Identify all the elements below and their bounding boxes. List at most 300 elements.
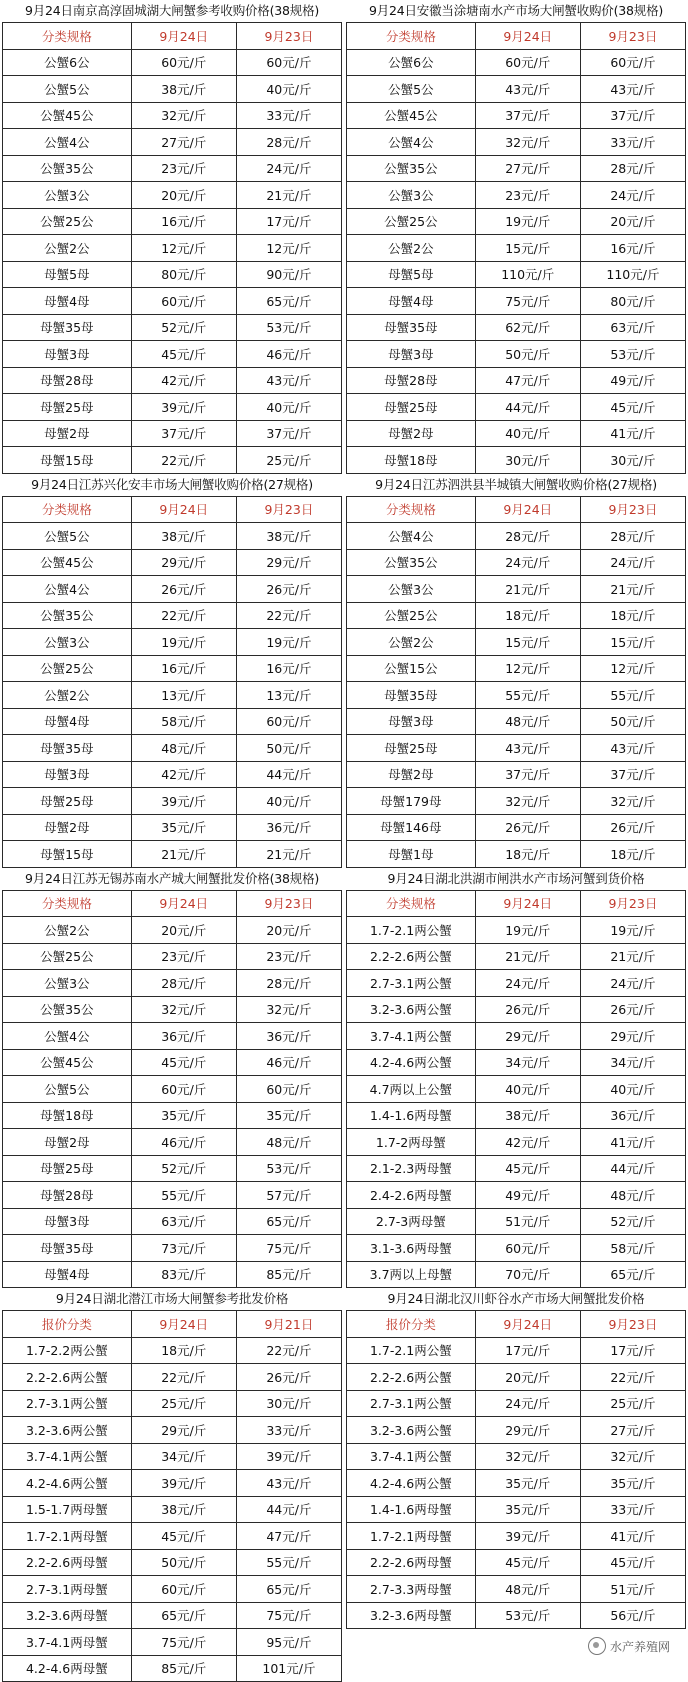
table-row	[3, 1235, 342, 1262]
table-row	[3, 1155, 342, 1182]
price-cell: 40元/斤	[580, 1076, 685, 1103]
spec-cell: 公蟹4公	[3, 1023, 132, 1050]
table-title: 9月24日江苏无锡苏南水产城大闸蟹批发价格(38规格)	[24, 870, 320, 886]
price-cell: 39元/斤	[131, 788, 236, 815]
spec-cell: 母蟹3母	[347, 708, 476, 735]
spec-cell: 公蟹2公	[347, 235, 476, 262]
price-cell: 19元/斤	[475, 208, 580, 235]
table-row	[347, 49, 686, 76]
spec-cell: 3.2-3.6两母蟹	[347, 1602, 476, 1629]
spec-cell: 3.7-4.1两公蟹	[347, 1023, 476, 1050]
price-cell: 48元/斤	[475, 708, 580, 735]
column-header: 9月23日	[580, 1311, 685, 1338]
price-table	[346, 890, 686, 1289]
spec-cell: 4.7两以上公蟹	[347, 1076, 476, 1103]
spec-cell: 公蟹45公	[347, 102, 476, 129]
price-cell: 40元/斤	[236, 394, 341, 421]
spec-cell: 公蟹25公	[3, 208, 132, 235]
price-cell: 40元/斤	[236, 788, 341, 815]
price-cell: 60元/斤	[131, 1576, 236, 1603]
price-cell: 43元/斤	[475, 735, 580, 762]
spec-cell: 公蟹25公	[3, 655, 132, 682]
table-row	[3, 102, 342, 129]
spec-cell: 2.7-3.1两公蟹	[347, 970, 476, 997]
price-cell: 19元/斤	[580, 917, 685, 944]
table-header-row	[347, 23, 686, 50]
price-cell: 28元/斤	[580, 155, 685, 182]
table-row	[347, 1523, 686, 1550]
table-row	[3, 1364, 342, 1391]
price-cell: 35元/斤	[131, 1102, 236, 1129]
price-cell: 65元/斤	[236, 288, 341, 315]
table-row	[347, 1390, 686, 1417]
price-cell: 18元/斤	[580, 841, 685, 868]
column-header: 9月23日	[580, 496, 685, 523]
price-cell: 35元/斤	[131, 814, 236, 841]
table-row	[347, 523, 686, 550]
price-cell: 44元/斤	[580, 1155, 685, 1182]
table-header-row	[347, 890, 686, 917]
spec-cell: 公蟹3公	[3, 629, 132, 656]
price-cell: 24元/斤	[580, 970, 685, 997]
spec-cell: 2.2-2.6两公蟹	[347, 943, 476, 970]
price-cell: 53元/斤	[236, 314, 341, 341]
price-cell: 42元/斤	[475, 1129, 580, 1156]
price-cell: 83元/斤	[131, 1261, 236, 1288]
price-cell: 56元/斤	[580, 1602, 685, 1629]
price-cell: 52元/斤	[131, 314, 236, 341]
spec-cell: 3.1-3.6两母蟹	[347, 1235, 476, 1262]
table-row	[3, 447, 342, 474]
spec-cell: 1.7-2两母蟹	[347, 1129, 476, 1156]
price-cell: 57元/斤	[236, 1182, 341, 1209]
table-row	[347, 1443, 686, 1470]
spec-cell: 公蟹5公	[347, 76, 476, 103]
price-cell: 46元/斤	[131, 1129, 236, 1156]
price-cell: 43元/斤	[580, 76, 685, 103]
column-header: 9月23日	[236, 496, 341, 523]
price-cell: 26元/斤	[475, 814, 580, 841]
table-title: 9月24日安徽当涂塘南水产市场大闸蟹收购价(38规格)	[368, 3, 664, 18]
table-row	[347, 917, 686, 944]
table-row	[347, 761, 686, 788]
price-cell: 35元/斤	[475, 1496, 580, 1523]
spec-cell: 母蟹146母	[347, 814, 476, 841]
price-cell: 18元/斤	[475, 841, 580, 868]
price-table-block	[346, 1288, 686, 1629]
table-row	[347, 208, 686, 235]
price-cell: 45元/斤	[131, 1523, 236, 1550]
column-header: 9月23日	[580, 890, 685, 917]
table-row	[3, 182, 342, 209]
price-cell: 62元/斤	[475, 314, 580, 341]
price-cell: 48元/斤	[131, 735, 236, 762]
spec-cell: 公蟹2公	[3, 682, 132, 709]
price-cell: 19元/斤	[236, 629, 341, 656]
price-cell: 17元/斤	[475, 1337, 580, 1364]
price-cell: 29元/斤	[475, 1023, 580, 1050]
table-row	[347, 1155, 686, 1182]
wechat-icon	[588, 1637, 606, 1655]
spec-cell: 1.7-2.1两公蟹	[347, 917, 476, 944]
price-cell: 55元/斤	[580, 682, 685, 709]
price-cell: 52元/斤	[131, 1155, 236, 1182]
spec-cell: 2.2-2.6两公蟹	[3, 1364, 132, 1391]
price-cell: 41元/斤	[580, 1523, 685, 1550]
price-table-block	[2, 474, 342, 868]
table-row	[347, 1129, 686, 1156]
spec-cell: 母蟹35母	[3, 314, 132, 341]
price-cell: 22元/斤	[131, 602, 236, 629]
price-table	[346, 496, 686, 868]
price-cell: 26元/斤	[236, 1364, 341, 1391]
table-row	[3, 655, 342, 682]
price-cell: 37元/斤	[475, 102, 580, 129]
price-cell: 18元/斤	[475, 602, 580, 629]
table-row	[3, 420, 342, 447]
spec-cell: 母蟹2母	[347, 761, 476, 788]
table-row	[3, 602, 342, 629]
spec-cell: 3.2-3.6两公蟹	[3, 1417, 132, 1444]
column-header: 9月24日	[475, 1311, 580, 1338]
price-cell: 48元/斤	[580, 1182, 685, 1209]
price-cell: 48元/斤	[475, 1576, 580, 1603]
price-cell: 44元/斤	[236, 1496, 341, 1523]
price-cell: 60元/斤	[131, 288, 236, 315]
price-table-block	[346, 474, 686, 868]
spec-cell: 母蟹1母	[347, 841, 476, 868]
table-row	[347, 629, 686, 656]
spec-cell: 公蟹4公	[3, 576, 132, 603]
price-cell: 32元/斤	[131, 996, 236, 1023]
price-cell: 65元/斤	[131, 1602, 236, 1629]
table-title: 9月24日湖北洪湖市闸洪水产市场河蟹到货价格	[387, 870, 645, 886]
price-cell: 34元/斤	[131, 1443, 236, 1470]
price-cell: 26元/斤	[580, 814, 685, 841]
table-row	[347, 1549, 686, 1576]
watermark	[588, 1637, 670, 1655]
spec-cell: 公蟹45公	[3, 1049, 132, 1076]
price-cell: 17元/斤	[236, 208, 341, 235]
price-cell: 37元/斤	[236, 420, 341, 447]
price-cell: 36元/斤	[131, 1023, 236, 1050]
table-row	[3, 1523, 342, 1550]
spec-cell: 公蟹35公	[3, 155, 132, 182]
price-table	[346, 1310, 686, 1629]
price-cell: 75元/斤	[236, 1602, 341, 1629]
spec-cell: 2.4-2.6两母蟹	[347, 1182, 476, 1209]
spec-cell: 4.2-4.6两公蟹	[347, 1049, 476, 1076]
price-table	[2, 22, 342, 474]
table-title: 9月24日湖北潜江市场大闸蟹参考批发价格	[55, 1291, 289, 1306]
price-cell: 26元/斤	[580, 996, 685, 1023]
table-header-row	[3, 1311, 342, 1338]
price-cell: 60元/斤	[475, 1235, 580, 1262]
spec-cell: 公蟹2公	[347, 629, 476, 656]
spec-cell: 母蟹25母	[3, 1155, 132, 1182]
price-cell: 26元/斤	[236, 576, 341, 603]
table-row	[3, 682, 342, 709]
price-cell: 60元/斤	[236, 708, 341, 735]
watermark-text: 水产养殖网	[609, 1639, 670, 1654]
right-column	[346, 0, 686, 1629]
price-cell: 33元/斤	[580, 129, 685, 156]
table-row	[347, 576, 686, 603]
column-header: 9月24日	[131, 1311, 236, 1338]
price-cell: 53元/斤	[580, 341, 685, 368]
table-row	[3, 1102, 342, 1129]
table-row	[3, 1076, 342, 1103]
table-row	[3, 1417, 342, 1444]
price-cell: 24元/斤	[475, 970, 580, 997]
spec-cell: 母蟹25母	[3, 788, 132, 815]
price-cell: 110元/斤	[475, 261, 580, 288]
table-row	[3, 970, 342, 997]
table-title: 9月24日南京高淳固城湖大闸蟹参考收购价格(38规格)	[24, 3, 320, 18]
price-cell: 36元/斤	[236, 814, 341, 841]
table-row	[3, 549, 342, 576]
spec-cell: 公蟹3公	[347, 576, 476, 603]
table-row	[347, 970, 686, 997]
price-cell: 41元/斤	[580, 1129, 685, 1156]
spec-cell: 母蟹2母	[3, 814, 132, 841]
price-cell: 24元/斤	[236, 155, 341, 182]
column-header: 9月24日	[475, 496, 580, 523]
table-row	[347, 1417, 686, 1444]
price-cell: 19元/斤	[131, 629, 236, 656]
spec-cell: 公蟹35公	[3, 602, 132, 629]
price-cell: 45元/斤	[580, 1549, 685, 1576]
table-row	[3, 1182, 342, 1209]
price-cell: 55元/斤	[236, 1549, 341, 1576]
price-table-block	[346, 0, 686, 474]
spec-cell: 母蟹5母	[3, 261, 132, 288]
table-row	[347, 1182, 686, 1209]
price-cell: 55元/斤	[475, 682, 580, 709]
column-header: 9月24日	[131, 23, 236, 50]
price-cell: 39元/斤	[131, 394, 236, 421]
price-cell: 34元/斤	[580, 1049, 685, 1076]
price-cell: 51元/斤	[475, 1208, 580, 1235]
spec-cell: 母蟹28母	[3, 367, 132, 394]
price-cell: 38元/斤	[131, 523, 236, 550]
table-row	[3, 129, 342, 156]
table-row	[3, 1549, 342, 1576]
spec-cell: 2.7-3.1两公蟹	[347, 1390, 476, 1417]
price-cell: 37元/斤	[580, 102, 685, 129]
price-cell: 16元/斤	[131, 208, 236, 235]
price-cell: 42元/斤	[131, 761, 236, 788]
column-header: 分类规格	[347, 890, 476, 917]
price-cell: 22元/斤	[131, 447, 236, 474]
price-cell: 40元/斤	[475, 420, 580, 447]
spec-cell: 1.7-2.2两公蟹	[3, 1337, 132, 1364]
price-cell: 33元/斤	[236, 1417, 341, 1444]
price-cell: 28元/斤	[131, 970, 236, 997]
price-cell: 21元/斤	[475, 943, 580, 970]
price-cell: 39元/斤	[131, 1470, 236, 1497]
price-cell: 50元/斤	[475, 341, 580, 368]
table-row	[3, 76, 342, 103]
spec-cell: 公蟹2公	[3, 917, 132, 944]
price-cell: 26元/斤	[131, 576, 236, 603]
spec-cell: 4.2-4.6两母蟹	[3, 1655, 132, 1682]
price-cell: 29元/斤	[131, 549, 236, 576]
price-cell: 80元/斤	[131, 261, 236, 288]
price-cell: 21元/斤	[236, 841, 341, 868]
price-cell: 50元/斤	[580, 708, 685, 735]
spec-cell: 母蟹28母	[347, 367, 476, 394]
table-row	[3, 261, 342, 288]
table-row	[347, 602, 686, 629]
spec-cell: 公蟹35公	[347, 155, 476, 182]
table-row	[3, 943, 342, 970]
price-cell: 20元/斤	[131, 917, 236, 944]
price-cell: 41元/斤	[580, 420, 685, 447]
spec-cell: 公蟹5公	[3, 1076, 132, 1103]
spec-cell: 1.7-2.1两母蟹	[347, 1523, 476, 1550]
table-row	[347, 1102, 686, 1129]
spec-cell: 2.2-2.6两公蟹	[347, 1364, 476, 1391]
price-cell: 60元/斤	[475, 49, 580, 76]
table-row	[347, 420, 686, 447]
price-cell: 29元/斤	[236, 549, 341, 576]
price-cell: 43元/斤	[475, 76, 580, 103]
price-cell: 15元/斤	[475, 235, 580, 262]
price-cell: 53元/斤	[236, 1155, 341, 1182]
price-cell: 73元/斤	[131, 1235, 236, 1262]
price-cell: 22元/斤	[580, 1364, 685, 1391]
price-cell: 24元/斤	[580, 182, 685, 209]
table-row	[347, 182, 686, 209]
price-cell: 45元/斤	[475, 1549, 580, 1576]
table-row	[347, 1049, 686, 1076]
table-row	[347, 341, 686, 368]
spec-cell: 母蟹179母	[347, 788, 476, 815]
table-row	[3, 917, 342, 944]
price-cell: 24元/斤	[580, 549, 685, 576]
table-row	[3, 523, 342, 550]
table-row	[347, 1337, 686, 1364]
table-row	[3, 1443, 342, 1470]
price-cell: 13元/斤	[236, 682, 341, 709]
column-header: 分类规格	[347, 496, 476, 523]
column-header: 9月24日	[131, 496, 236, 523]
price-cell: 58元/斤	[131, 708, 236, 735]
spec-cell: 公蟹15公	[347, 655, 476, 682]
table-row	[347, 1470, 686, 1497]
price-cell: 63元/斤	[580, 314, 685, 341]
price-cell: 27元/斤	[475, 155, 580, 182]
price-cell: 32元/斤	[131, 102, 236, 129]
table-row	[347, 1364, 686, 1391]
price-cell: 75元/斤	[236, 1235, 341, 1262]
price-cell: 36元/斤	[580, 1102, 685, 1129]
price-cell: 47元/斤	[475, 367, 580, 394]
price-cell: 75元/斤	[131, 1629, 236, 1656]
spec-cell: 母蟹4母	[3, 708, 132, 735]
table-row	[347, 655, 686, 682]
price-cell: 35元/斤	[475, 1470, 580, 1497]
price-cell: 65元/斤	[236, 1208, 341, 1235]
price-cell: 28元/斤	[236, 129, 341, 156]
spec-cell: 母蟹3母	[3, 341, 132, 368]
spec-cell: 母蟹35母	[347, 314, 476, 341]
price-cell: 12元/斤	[580, 655, 685, 682]
table-row	[347, 76, 686, 103]
table-row	[3, 1049, 342, 1076]
table-row	[347, 235, 686, 262]
price-cell: 15元/斤	[580, 629, 685, 656]
table-row	[347, 735, 686, 762]
price-cell: 49元/斤	[580, 367, 685, 394]
table-row	[347, 367, 686, 394]
column-header: 分类规格	[3, 496, 132, 523]
price-cell: 21元/斤	[131, 841, 236, 868]
price-cell: 36元/斤	[236, 1023, 341, 1050]
spec-cell: 母蟹3母	[3, 761, 132, 788]
spec-cell: 公蟹5公	[3, 523, 132, 550]
price-table-block	[2, 0, 342, 474]
table-row	[347, 841, 686, 868]
price-cell: 22元/斤	[236, 1337, 341, 1364]
table-header-row	[3, 890, 342, 917]
spec-cell: 公蟹35公	[3, 996, 132, 1023]
price-cell: 17元/斤	[580, 1337, 685, 1364]
table-row	[347, 261, 686, 288]
price-cell: 70元/斤	[475, 1261, 580, 1288]
table-row	[347, 814, 686, 841]
price-cell: 80元/斤	[580, 288, 685, 315]
table-row	[3, 996, 342, 1023]
table-row	[3, 155, 342, 182]
column-header: 9月23日	[580, 23, 685, 50]
table-row	[3, 208, 342, 235]
price-cell: 34元/斤	[475, 1049, 580, 1076]
table-row	[347, 682, 686, 709]
spec-cell: 公蟹25公	[347, 208, 476, 235]
spec-cell: 1.7-2.1两公蟹	[347, 1337, 476, 1364]
table-row	[347, 1576, 686, 1603]
price-cell: 23元/斤	[236, 943, 341, 970]
spec-cell: 母蟹2母	[347, 420, 476, 447]
column-header: 分类规格	[3, 890, 132, 917]
table-row	[3, 1390, 342, 1417]
table-row	[3, 1208, 342, 1235]
price-table	[2, 1310, 342, 1682]
price-cell: 43元/斤	[236, 1470, 341, 1497]
price-cell: 55元/斤	[131, 1182, 236, 1209]
table-row	[3, 1129, 342, 1156]
price-cell: 40元/斤	[236, 76, 341, 103]
table-row	[3, 841, 342, 868]
price-cell: 37元/斤	[475, 761, 580, 788]
price-cell: 21元/斤	[236, 182, 341, 209]
spec-cell: 母蟹4母	[347, 288, 476, 315]
price-cell: 35元/斤	[580, 1470, 685, 1497]
price-cell: 20元/斤	[236, 917, 341, 944]
price-cell: 33元/斤	[580, 1496, 685, 1523]
price-cell: 46元/斤	[236, 1049, 341, 1076]
spec-cell: 母蟹18母	[347, 447, 476, 474]
price-cell: 30元/斤	[475, 447, 580, 474]
price-cell: 12元/斤	[475, 655, 580, 682]
price-cell: 12元/斤	[236, 235, 341, 262]
spec-cell: 2.7-3.3两母蟹	[347, 1576, 476, 1603]
table-row	[347, 708, 686, 735]
price-cell: 52元/斤	[580, 1208, 685, 1235]
table-row	[347, 996, 686, 1023]
